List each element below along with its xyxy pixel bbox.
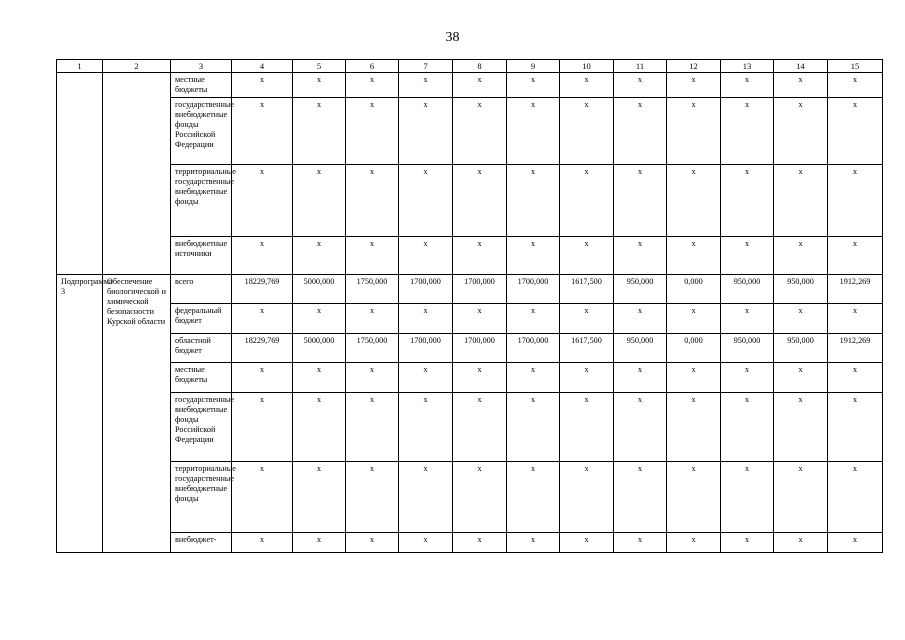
column-header: 4 xyxy=(232,60,293,73)
column-header: 6 xyxy=(346,60,399,73)
funding-source-cell: местные бюджеты xyxy=(171,73,232,98)
value-cell: 0,000 xyxy=(667,275,721,304)
value-cell: х xyxy=(614,237,667,275)
value-cell: х xyxy=(667,363,721,393)
program-title-cell xyxy=(103,73,171,275)
value-cell: х xyxy=(453,363,507,393)
value-cell: х xyxy=(774,462,828,533)
column-header: 12 xyxy=(667,60,721,73)
value-cell: х xyxy=(232,393,293,462)
value-cell: 18229,769 xyxy=(232,334,293,363)
budget-table xyxy=(56,59,883,553)
table-row xyxy=(57,533,883,553)
funding-source-cell: федеральный бюджет xyxy=(171,304,232,334)
value-cell: х xyxy=(346,363,399,393)
value-cell: 950,000 xyxy=(774,275,828,304)
value-cell: х xyxy=(774,393,828,462)
value-cell: х xyxy=(346,462,399,533)
value-cell: х xyxy=(346,304,399,334)
table-row xyxy=(57,73,883,98)
value-cell: 1700,000 xyxy=(453,334,507,363)
value-cell: х xyxy=(667,237,721,275)
value-cell: х xyxy=(667,393,721,462)
value-cell: х xyxy=(614,363,667,393)
value-cell: 0,000 xyxy=(667,334,721,363)
value-cell: х xyxy=(232,237,293,275)
value-cell: х xyxy=(453,98,507,165)
value-cell: х xyxy=(399,304,453,334)
value-cell: 1750,000 xyxy=(346,275,399,304)
value-cell: х xyxy=(614,533,667,553)
column-header: 15 xyxy=(828,60,883,73)
value-cell: 950,000 xyxy=(614,275,667,304)
funding-source-cell: областной бюджет xyxy=(171,334,232,363)
value-cell: х xyxy=(774,237,828,275)
value-cell: х xyxy=(399,393,453,462)
table-row xyxy=(57,393,883,462)
value-cell: х xyxy=(346,393,399,462)
value-cell: х xyxy=(667,73,721,98)
funding-source-cell: внебюджетные источники xyxy=(171,237,232,275)
value-cell: х xyxy=(507,304,560,334)
subprogram-title: Обеспечение биологической и химической безопасности Курской области xyxy=(103,275,171,553)
column-header: 14 xyxy=(774,60,828,73)
value-cell: х xyxy=(232,304,293,334)
value-cell: х xyxy=(399,533,453,553)
funding-source-cell: территориальные государственные внебюджетные фонды xyxy=(171,165,232,237)
value-cell: х xyxy=(614,165,667,237)
value-cell: х xyxy=(507,393,560,462)
value-cell: х xyxy=(828,98,883,165)
value-cell: х xyxy=(828,237,883,275)
page-number: 38 xyxy=(445,30,460,45)
value-cell: х xyxy=(560,165,614,237)
value-cell: х xyxy=(560,73,614,98)
value-cell: х xyxy=(293,165,346,237)
value-cell: х xyxy=(614,304,667,334)
table-row xyxy=(57,363,883,393)
value-cell: х xyxy=(399,98,453,165)
value-cell: 950,000 xyxy=(774,334,828,363)
table-row xyxy=(57,165,883,237)
value-cell: х xyxy=(507,73,560,98)
value-cell: х xyxy=(399,237,453,275)
value-cell: х xyxy=(232,462,293,533)
subprogram-label: Подпрограмма 3 xyxy=(57,275,103,553)
value-cell: х xyxy=(721,363,774,393)
value-cell: х xyxy=(614,393,667,462)
column-header: 7 xyxy=(399,60,453,73)
value-cell: х xyxy=(774,98,828,165)
value-cell: х xyxy=(399,363,453,393)
value-cell: х xyxy=(507,533,560,553)
value-cell: х xyxy=(507,237,560,275)
value-cell: х xyxy=(293,237,346,275)
column-header: 8 xyxy=(453,60,507,73)
value-cell: х xyxy=(721,165,774,237)
value-cell: х xyxy=(507,462,560,533)
value-cell: х xyxy=(293,98,346,165)
value-cell: х xyxy=(667,98,721,165)
value-cell: х xyxy=(293,363,346,393)
value-cell: х xyxy=(721,462,774,533)
value-cell: х xyxy=(614,73,667,98)
table-row xyxy=(57,237,883,275)
value-cell: 950,000 xyxy=(614,334,667,363)
value-cell: х xyxy=(232,363,293,393)
value-cell: х xyxy=(453,165,507,237)
value-cell: х xyxy=(399,462,453,533)
value-cell: х xyxy=(774,73,828,98)
value-cell: х xyxy=(507,363,560,393)
value-cell: х xyxy=(232,73,293,98)
value-cell: х xyxy=(232,98,293,165)
value-cell: 1700,000 xyxy=(507,275,560,304)
value-cell: х xyxy=(453,393,507,462)
value-cell: х xyxy=(667,304,721,334)
value-cell: х xyxy=(399,165,453,237)
table-row xyxy=(57,275,883,304)
value-cell: 1912,269 xyxy=(828,275,883,304)
value-cell: х xyxy=(346,73,399,98)
value-cell: х xyxy=(721,237,774,275)
value-cell: 1750,000 xyxy=(346,334,399,363)
value-cell: х xyxy=(828,462,883,533)
funding-source-cell: государственные внебюджетные фонды Российской Федерации xyxy=(171,393,232,462)
value-cell: х xyxy=(721,98,774,165)
value-cell: х xyxy=(293,393,346,462)
value-cell: 5000,000 xyxy=(293,334,346,363)
value-cell: х xyxy=(828,304,883,334)
value-cell: х xyxy=(346,165,399,237)
value-cell: х xyxy=(667,533,721,553)
value-cell: х xyxy=(346,237,399,275)
column-header: 10 xyxy=(560,60,614,73)
value-cell: х xyxy=(774,363,828,393)
funding-source-cell: внебюджет- xyxy=(171,533,232,553)
table-row xyxy=(57,334,883,363)
value-cell: х xyxy=(346,98,399,165)
value-cell: 18229,769 xyxy=(232,275,293,304)
value-cell: х xyxy=(453,533,507,553)
value-cell: х xyxy=(828,533,883,553)
value-cell: х xyxy=(560,237,614,275)
value-cell: х xyxy=(293,304,346,334)
table-row xyxy=(57,304,883,334)
value-cell: х xyxy=(614,98,667,165)
column-header: 1 xyxy=(57,60,103,73)
value-cell: х xyxy=(667,165,721,237)
value-cell: х xyxy=(560,393,614,462)
value-cell: х xyxy=(667,462,721,533)
column-header: 13 xyxy=(721,60,774,73)
value-cell: х xyxy=(346,533,399,553)
value-cell: х xyxy=(828,73,883,98)
value-cell: х xyxy=(774,304,828,334)
value-cell: х xyxy=(774,533,828,553)
value-cell: х xyxy=(560,363,614,393)
value-cell: х xyxy=(293,462,346,533)
value-cell: х xyxy=(560,462,614,533)
value-cell: х xyxy=(721,73,774,98)
value-cell: 5000,000 xyxy=(293,275,346,304)
funding-source-cell: местные бюджеты xyxy=(171,363,232,393)
value-cell: х xyxy=(828,393,883,462)
value-cell: х xyxy=(721,304,774,334)
column-header: 9 xyxy=(507,60,560,73)
value-cell: х xyxy=(721,393,774,462)
program-cell xyxy=(57,73,103,275)
value-cell: х xyxy=(828,165,883,237)
value-cell: 1700,000 xyxy=(399,275,453,304)
value-cell: х xyxy=(232,533,293,553)
value-cell: х xyxy=(721,533,774,553)
value-cell: 1617,500 xyxy=(560,275,614,304)
value-cell: х xyxy=(453,73,507,98)
column-number-row xyxy=(57,60,883,73)
value-cell: 1617,500 xyxy=(560,334,614,363)
funding-source-cell: государственные внебюджетные фонды Российской Федерации xyxy=(171,98,232,165)
value-cell: х xyxy=(774,165,828,237)
value-cell: х xyxy=(560,304,614,334)
value-cell: х xyxy=(560,98,614,165)
column-header: 5 xyxy=(293,60,346,73)
value-cell: х xyxy=(293,533,346,553)
funding-source-cell: территориальные государственные внебюджетные фонды xyxy=(171,462,232,533)
value-cell: х xyxy=(453,304,507,334)
value-cell: х xyxy=(507,98,560,165)
value-cell: 1700,000 xyxy=(453,275,507,304)
table-row xyxy=(57,462,883,533)
value-cell: 950,000 xyxy=(721,275,774,304)
value-cell: х xyxy=(614,462,667,533)
value-cell: 1912,269 xyxy=(828,334,883,363)
value-cell: х xyxy=(453,462,507,533)
value-cell: х xyxy=(399,73,453,98)
column-header: 3 xyxy=(171,60,232,73)
value-cell: х xyxy=(828,363,883,393)
value-cell: 1700,000 xyxy=(399,334,453,363)
value-cell: 950,000 xyxy=(721,334,774,363)
value-cell: х xyxy=(560,533,614,553)
value-cell: х xyxy=(507,165,560,237)
value-cell: х xyxy=(293,73,346,98)
funding-source-cell: всего xyxy=(171,275,232,304)
column-header: 11 xyxy=(614,60,667,73)
value-cell: х xyxy=(232,165,293,237)
table-row xyxy=(57,98,883,165)
value-cell: 1700,000 xyxy=(507,334,560,363)
value-cell: х xyxy=(453,237,507,275)
column-header: 2 xyxy=(103,60,171,73)
